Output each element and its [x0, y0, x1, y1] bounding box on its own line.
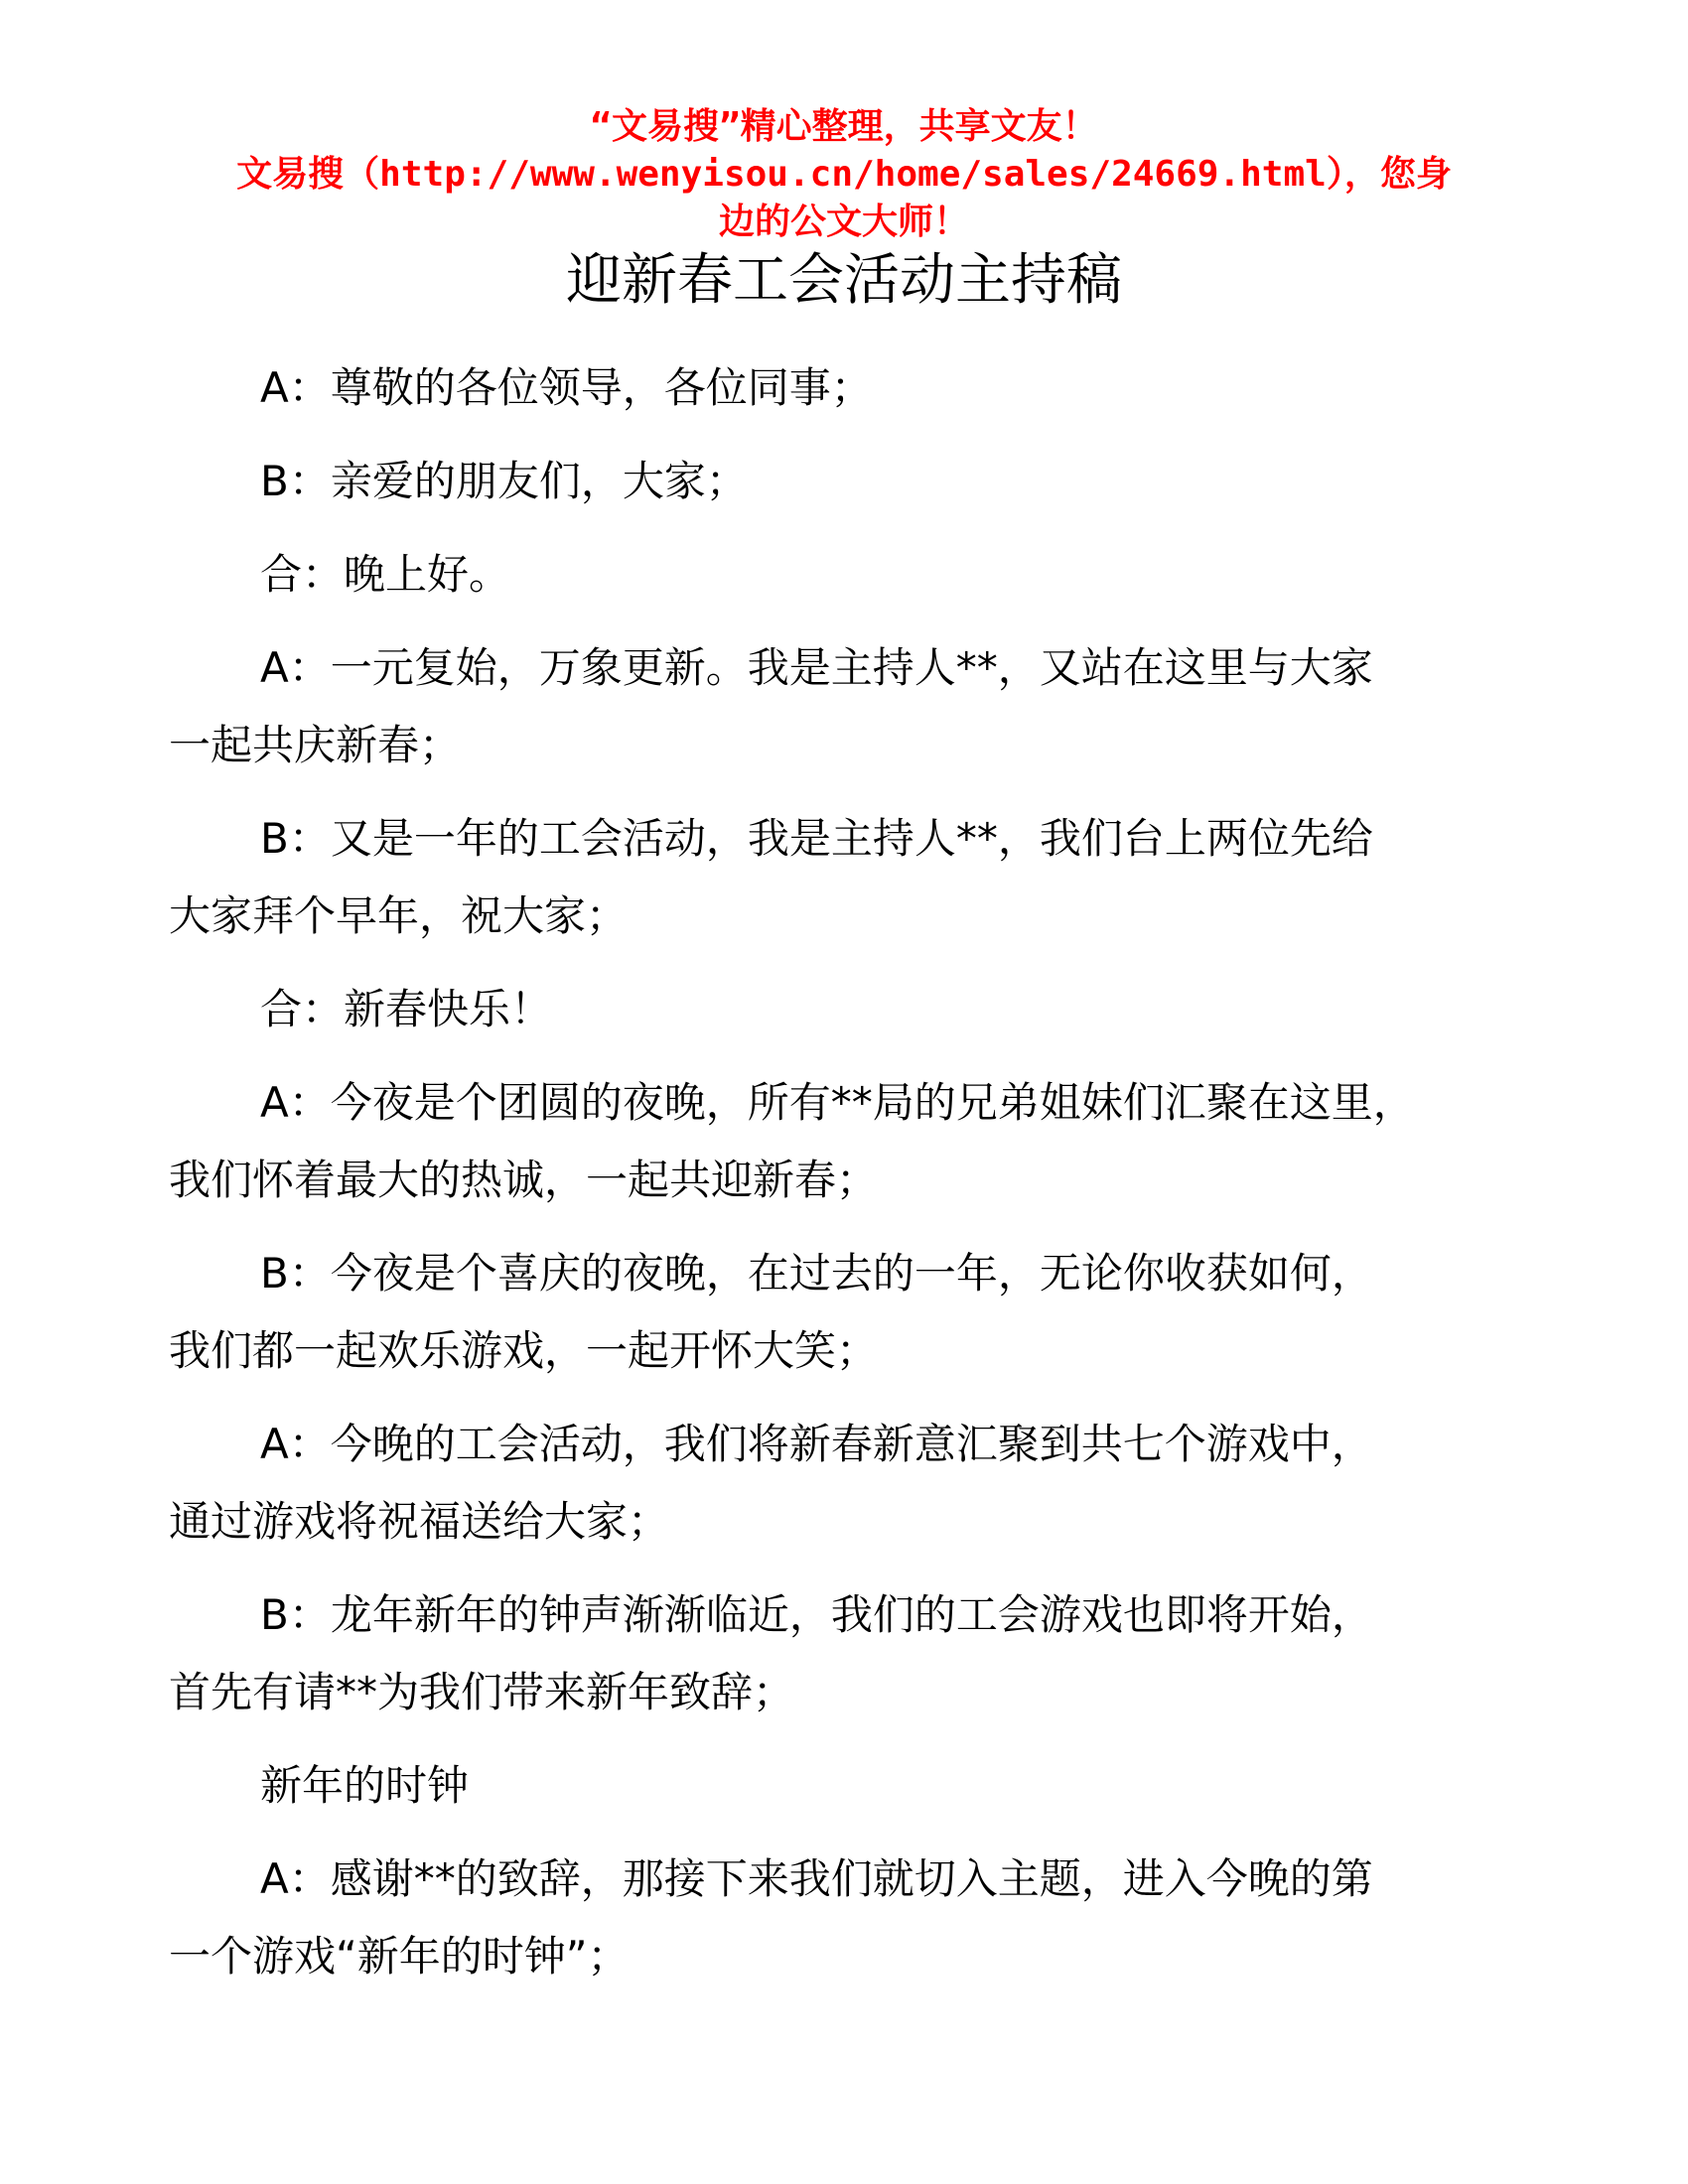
paragraph-line: 我们都一起欢乐游戏，一起开怀大笑； — [169, 1326, 879, 1375]
paragraph-line: 一个游戏“新年的时钟”； — [169, 1932, 630, 1980]
paragraph — [169, 800, 1460, 955]
paragraph — [169, 629, 1460, 784]
paragraph-line: 首先有请**为我们带来新年致辞； — [169, 1668, 795, 1716]
paragraph-line: 通过游戏将祝福送给大家； — [169, 1497, 670, 1546]
document-title: 迎新春工会活动主持稿 — [566, 248, 1122, 313]
paragraph — [169, 1747, 1460, 1825]
paragraph-line: 一起共庆新春； — [169, 721, 462, 769]
paragraph — [169, 1576, 1460, 1731]
paragraph-line: A：今晚的工会活动，我们将新春新意汇聚到共七个游戏中， — [260, 1420, 1373, 1468]
paragraph-line: 大家拜个早年，祝大家； — [169, 891, 629, 940]
paragraph — [169, 349, 1460, 427]
paragraph — [169, 1064, 1460, 1219]
paragraph-line: B：龙年新年的钟声渐渐临近，我们的工会游戏也即将开始， — [260, 1590, 1373, 1639]
paragraph-line: A：一元复始，万象更新。我是主持人**，又站在这里与大家 — [260, 643, 1373, 692]
paragraph-line: 新年的时钟 — [260, 1761, 470, 1810]
paragraph-line: B：今夜是个喜庆的夜晚，在过去的一年，无论你收获如何， — [260, 1249, 1373, 1297]
paragraph — [169, 971, 1460, 1048]
paragraph-line: B：亲爱的朋友们，大家； — [260, 457, 748, 505]
paragraph — [169, 443, 1460, 520]
paragraph-line: A：感谢**的致辞，那接下来我们就切入主题，进入今晚的第 — [260, 1854, 1373, 1903]
paragraph-line: A：尊敬的各位领导，各位同事； — [260, 363, 873, 412]
paragraph-line: 合：新春快乐！ — [260, 985, 553, 1033]
paragraph — [169, 1235, 1460, 1390]
paragraph-line: 我们怀着最大的热诚，一起共迎新春； — [169, 1156, 879, 1204]
document-body — [169, 349, 1460, 2011]
paragraph — [169, 1406, 1460, 1561]
paragraph — [169, 536, 1460, 614]
paragraph-line: B：又是一年的工会活动，我是主持人**，我们台上两位先给 — [260, 814, 1373, 863]
paragraph-line: A：今夜是个团圆的夜晚，所有**局的兄弟姐妹们汇聚在这里， — [260, 1078, 1415, 1127]
header-line-1: “文易搜”精心整理，共享文友！ — [590, 106, 1098, 147]
watermark-header — [149, 103, 1539, 246]
paragraph-line: 合：晚上好。 — [260, 550, 511, 599]
header-line-2: 文易搜（http://www.wenyisou.cn/home/sales/24669.html），您身 — [236, 154, 1452, 195]
paragraph — [169, 1841, 1460, 1995]
header-line-3: 边的公文大师！ — [718, 202, 969, 242]
